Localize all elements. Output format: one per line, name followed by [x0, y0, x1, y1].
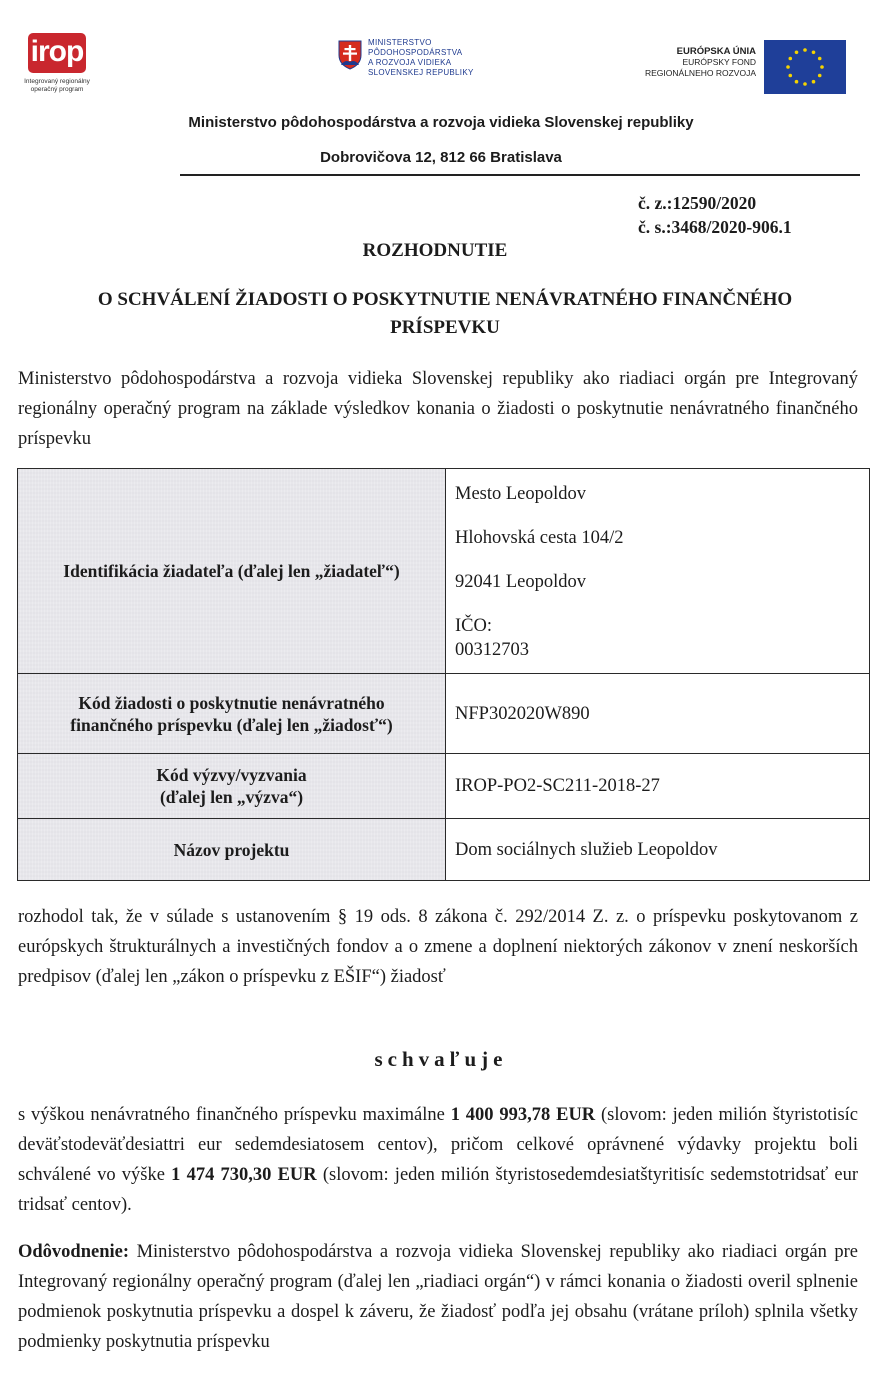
file-number: č. s.:3468/2020-906.1	[638, 217, 792, 237]
reasoning-paragraph: Odôvodnenie: Ministerstvo pôdohospodárstva a rozvoja vidieka Slovenskej republiky ako riadiaci orgán pre Integrovaný regionálny operačný program (ďalej len „riadiaci orgán“) v rámci konania o žiadosti overil splnenie podmienok poskytnutia príspevku a dospel k záveru, že žiadosť podľa jej obsahu (vrátane príloh) splnila všetky podmienky poskytnutia príspevku	[18, 1242, 858, 1352]
eu-flag-icon	[764, 40, 846, 94]
record-number: č. z.:12590/2020	[638, 193, 757, 213]
applicant-ico-label: IČO:	[455, 616, 492, 636]
application-info-table	[17, 468, 870, 881]
eu-star-icon	[788, 74, 792, 78]
eu-star-icon	[820, 65, 824, 69]
slovak-crest-icon	[338, 40, 362, 70]
irop-logo-mark: irop	[28, 33, 86, 73]
eu-star-icon	[786, 65, 790, 69]
request-code-label: Kód žiadosti o poskytnutie nenávratného finančného príspevku (ďalej len „žiadosť“)	[18, 674, 446, 754]
approval-heading: schvaľuje	[374, 1047, 508, 1071]
call-code-value: IROP-PO2-SC211-2018-27	[446, 754, 870, 819]
reasoning-label: Odôvodnenie:	[18, 1242, 130, 1262]
call-code-label: Kód výzvy/vyzvania (ďalej len „výzva“)	[18, 754, 446, 819]
applicant-label: Identifikácia žiadateľa (ďalej len „žiadateľ“)	[18, 469, 446, 674]
eu-star-icon	[803, 48, 807, 52]
table-row-call-code	[18, 754, 870, 819]
irop-logo	[14, 33, 114, 103]
intro-paragraph: Ministerstvo pôdohospodárstva a rozvoja vidieka Slovenskej republiky ako riadiaci orgán pre Integrovaný regionálny operačný program na základe výsledkov konania o žiadosti o poskytnutie nenávratného finančného príspevku	[18, 369, 858, 449]
organization-address: Dobrovičova 12, 812 66 Bratislava	[320, 149, 562, 166]
organization-name: Ministerstvo pôdohospodárstva a rozvoja vidieka Slovenskej republiky	[188, 114, 694, 131]
document-subtitle: O SCHVÁLENÍ ŽIADOSTI O POSKYTNUTIE NENÁVRATNÉHO FINANČNÉHO PRÍSPEVKU	[97, 289, 793, 338]
table-row-request-code	[18, 674, 870, 754]
eu-star-icon	[795, 50, 799, 54]
header-divider	[180, 174, 860, 176]
eu-logo	[606, 40, 850, 96]
table-row-project-name	[18, 819, 870, 881]
project-name-value: Dom sociálnych služieb Leopoldov	[446, 819, 870, 881]
table-row-applicant	[18, 469, 870, 674]
decision-paragraph: rozhodol tak, že v súlade s ustanovením § 19 ods. 8 zákona č. 292/2014 Z. z. o príspevku poskytovanom z európskych štrukturálnych a investičných fondov a o zmene a doplnení niektorých zákonov v znení neskorších predpisov (ďalej len „zákon o príspevku z EŠIF“) žiadosť	[18, 907, 858, 987]
irop-logo-caption: Integrovaný regionálny operačný program	[24, 78, 90, 93]
eu-star-icon	[795, 80, 799, 84]
approval-paragraph: s výškou nenávratného finančného príspevku maximálne 1 400 993,78 EUR (slovom: jeden milión štyristotisíc deväťstodeväťdesiattri eur sedemdesiatosem centov), pričom celkové oprávnené výdavky projektu boli schválené vo výške 1 474 730,30 EUR (slovom: jeden milión štyristosedemdesiatštyritisíc sedemstotridsať eur tridsať centov).	[18, 1105, 859, 1215]
ministry-logo-text: MINISTERSTVO PÔDOHOSPODÁRSTVA A ROZVOJA VIDIEKA SLOVENSKEJ REPUBLIKY	[368, 38, 474, 77]
eu-star-icon	[812, 80, 816, 84]
applicant-name: Mesto Leopoldov	[455, 484, 587, 504]
project-name-label: Názov projektu	[18, 819, 446, 881]
applicant-ico: 00312703	[455, 640, 529, 660]
eu-star-icon	[812, 50, 816, 54]
eligible-expenses-amount: 1 474 730,30 EUR	[171, 1165, 317, 1185]
applicant-value	[446, 469, 870, 674]
grant-amount: 1 400 993,78 EUR	[450, 1105, 596, 1125]
reference-numbers	[638, 191, 792, 239]
eu-star-icon	[788, 57, 792, 61]
applicant-city: 92041 Leopoldov	[455, 572, 587, 592]
eu-star-icon	[818, 74, 822, 78]
applicant-street: Hlohovská cesta 104/2	[455, 528, 624, 548]
eu-logo-text: EURÓPSKA ÚNIA EURÓPSKY FOND REGIONÁLNEHO ROZVOJA	[645, 46, 756, 78]
document-title: ROZHODNUTIE	[362, 240, 508, 261]
eu-star-icon	[818, 57, 822, 61]
ministry-logo	[338, 38, 518, 98]
eu-star-icon	[803, 82, 807, 86]
request-code-value: NFP302020W890	[446, 674, 870, 754]
